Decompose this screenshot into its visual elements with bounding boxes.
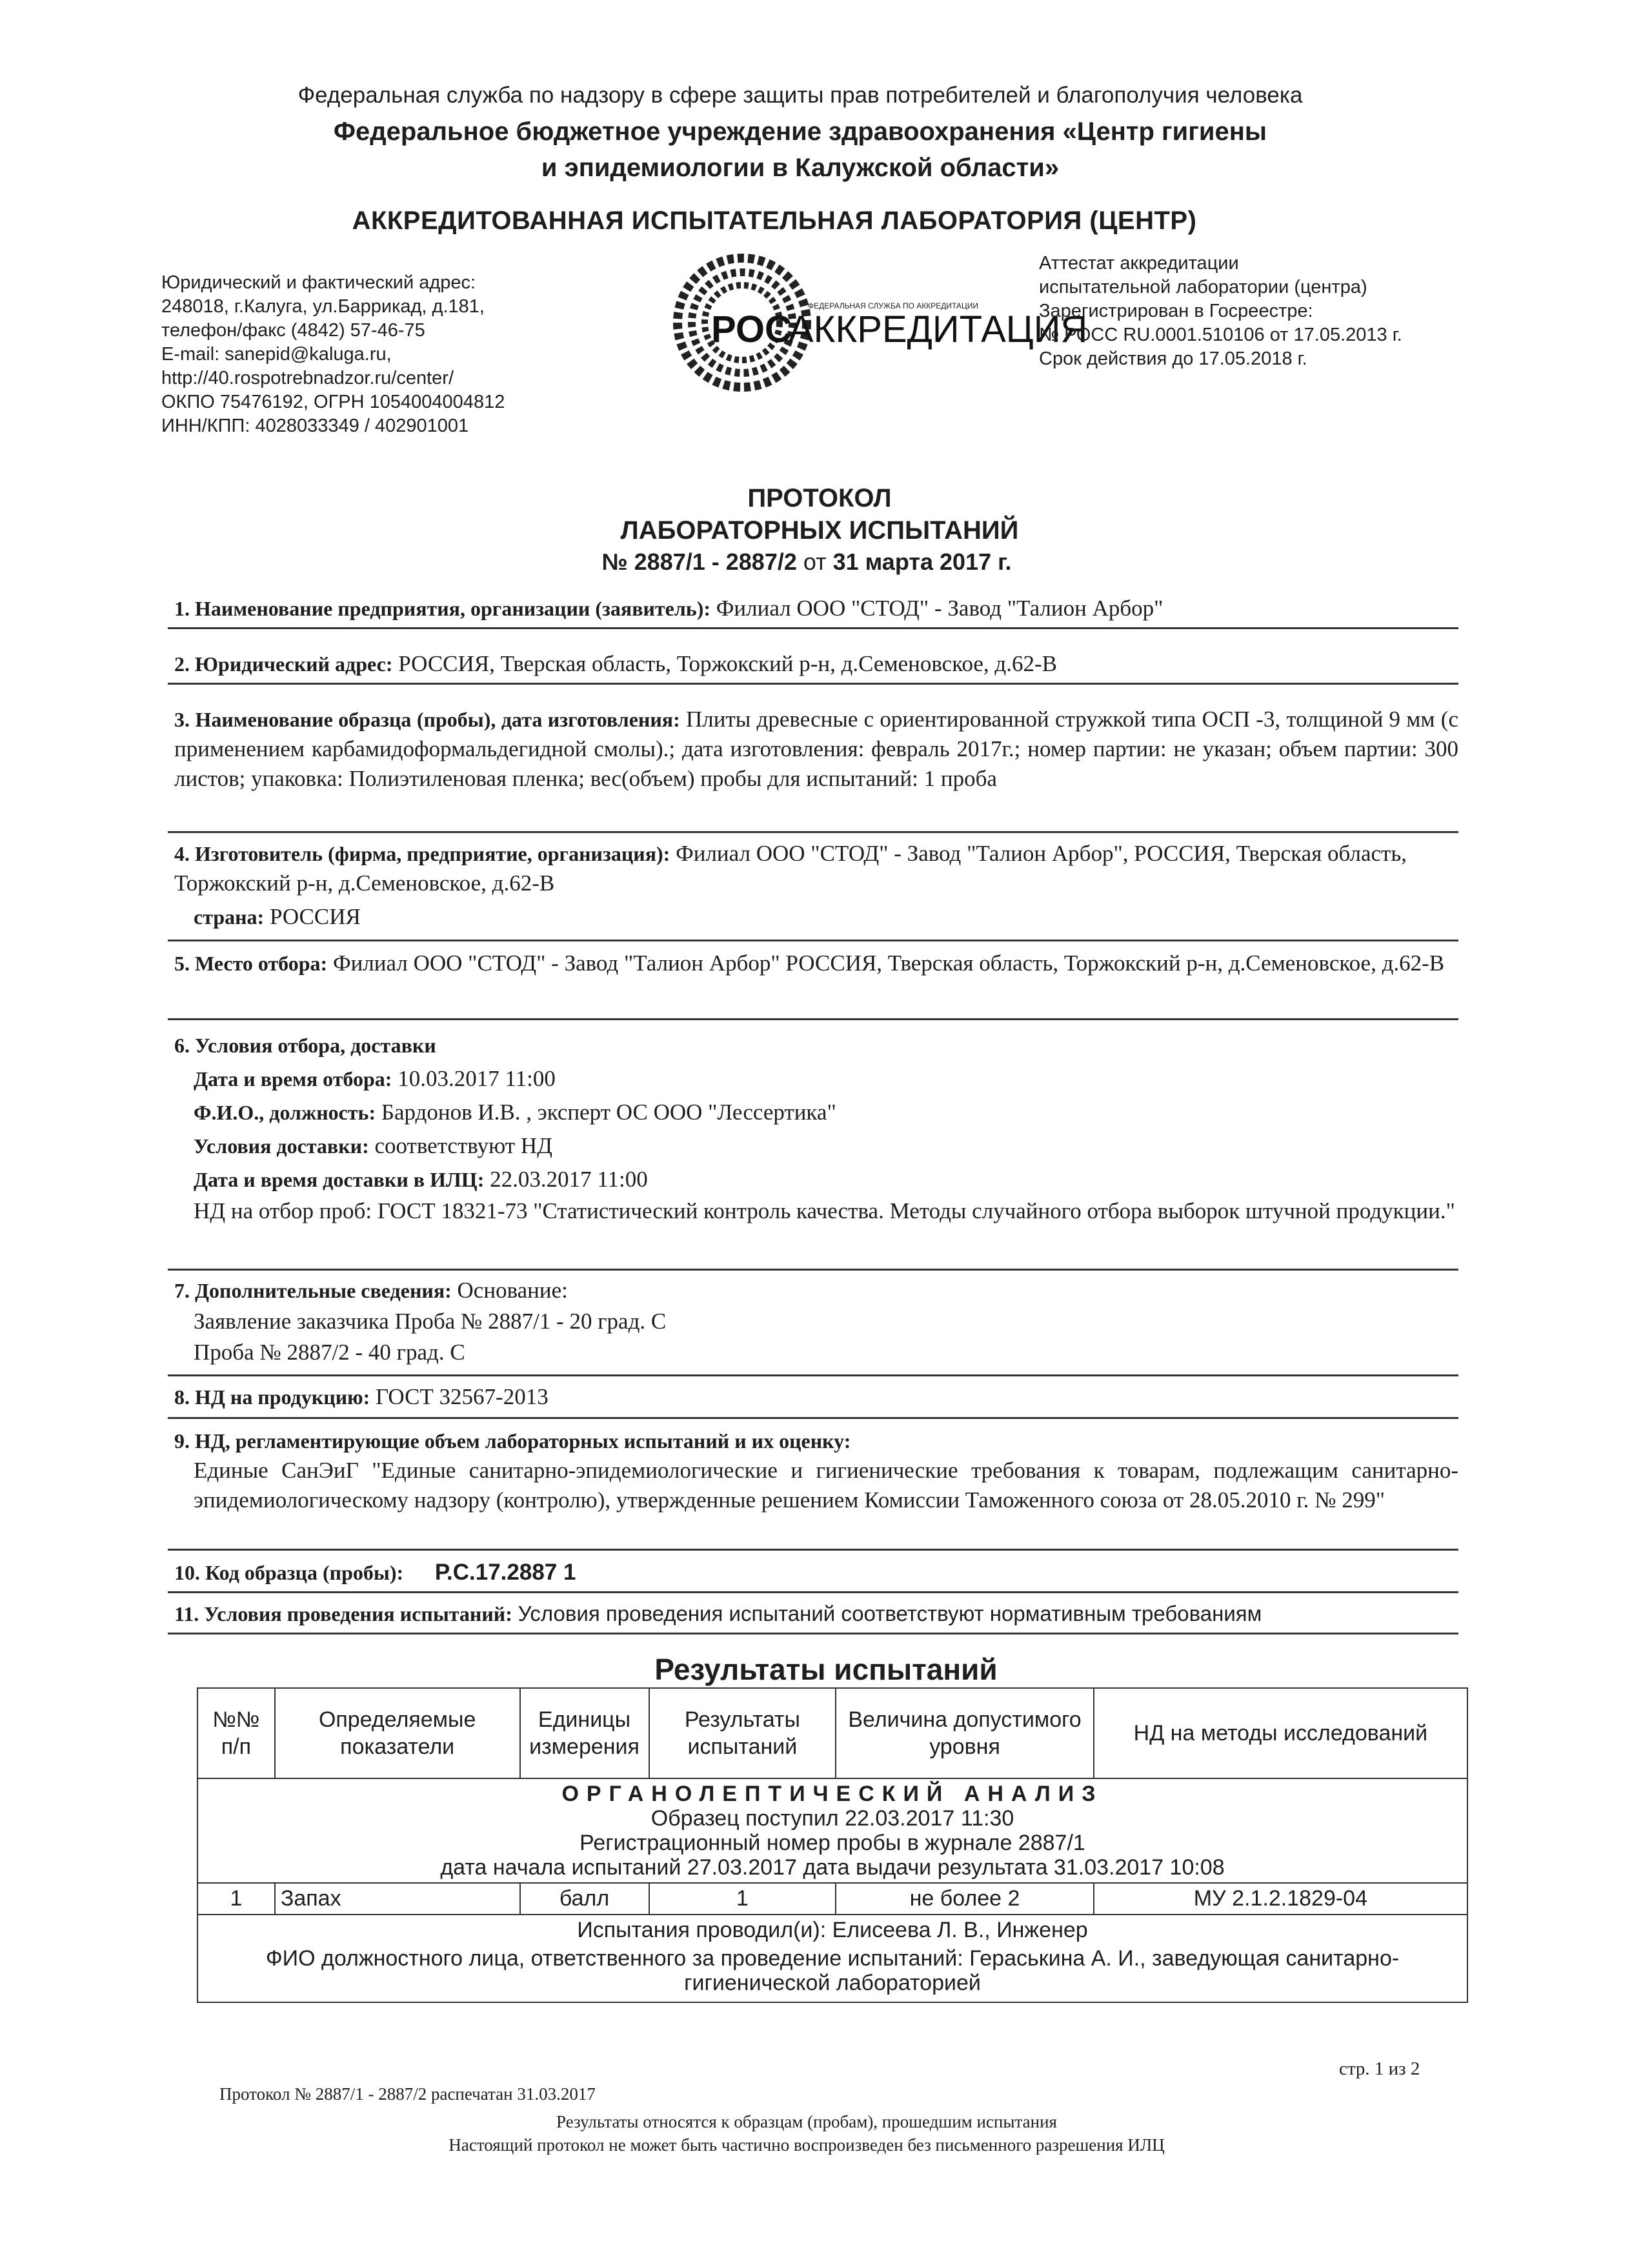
section-10 xyxy=(174,1558,1458,1587)
footer-note-2: Настоящий протокол не может быть частично воспроизведен без письменного разрешения ИЛЦ xyxy=(448,2135,1165,2155)
section-11 xyxy=(174,1599,1458,1629)
logo-brand-ros: РОС xyxy=(711,308,792,350)
sampling-date-label: Дата и время отбора: xyxy=(194,1067,392,1091)
sampler-value: Бардонов И.В. , эксперт ОС ООО "Лессертика" xyxy=(381,1100,836,1125)
results-section-info xyxy=(197,1778,1467,1883)
section-2-label: 2. Юридический адрес: xyxy=(174,652,393,676)
section-2 xyxy=(174,649,1458,679)
header-line-1: Федеральная служба по надзору в сфере защиты прав потребителей и благополучия человека xyxy=(297,83,1303,108)
info-line: Регистрационный номер пробы в журнале 2887/1 xyxy=(579,1831,1085,1855)
section-9-label: 9. НД, регламентирующие объем лабораторных испытаний и их оценку: xyxy=(174,1429,851,1453)
section-9-value: Единые СанЭиГ "Единые санитарно-эпидемиологические и гигиенические требования к товарам, подлежащим санитарно-эпидемиологическому надзору (контролю), утвержденные решением Комиссии Таможенного союза от 28.05.2010 г. № 299" xyxy=(194,1458,1458,1513)
section-7-line-2: Заявление заказчика Проба № 2887/1 - 20 град. С xyxy=(194,1309,667,1334)
section-4-country-value: РОССИЯ xyxy=(269,904,361,929)
section-11-label: 11. Условия проведения испытаний: xyxy=(174,1602,512,1625)
protocol-subtitle: ЛАБОРАТОРНЫХ ИСПЫТАНИЙ xyxy=(620,516,1019,545)
address-line: Юридический и фактический адрес: xyxy=(161,272,476,293)
section-7-line-3: Проба № 2887/2 - 40 град. С xyxy=(194,1340,465,1365)
address-line: E-mail: sanepid@kaluga.ru, xyxy=(161,344,392,365)
column-header: Определяемые показатели xyxy=(275,1688,520,1778)
section-4-country-label: страна: xyxy=(194,905,265,929)
protocol-date-prefix: от xyxy=(803,548,827,575)
section-3-value: Плиты древесные с ориентированной стружкой типа ОСП -3, толщиной 9 мм (с применением карбамидоформальдегидной смолы).; дата изготовления: февраль 2017г.; номер партии: не указан; объем партии: 300 листов; упаковка: Полиэтиленовая пленка; вес(объем) пробы для испытаний: 1 проба xyxy=(174,707,1458,791)
cell-result: 1 xyxy=(649,1883,836,1915)
divider xyxy=(168,1374,1458,1376)
column-header: №№ п/п xyxy=(197,1688,275,1778)
section-8-value: ГОСТ 32567-2013 xyxy=(376,1384,549,1409)
section-5 xyxy=(174,949,1458,978)
divider xyxy=(168,627,1458,629)
section-5-label: 5. Место отбора: xyxy=(174,952,328,975)
results-header-row xyxy=(197,1688,1467,1778)
section-6-label: 6. Условия отбора, доставки xyxy=(174,1034,436,1057)
section-4-label: 4. Изготовитель (фирма, предприятие, организация): xyxy=(174,842,670,865)
address-line: 248018, г.Калуга, ул.Баррикад, д.181, xyxy=(161,296,485,317)
accreditation-line: Аттестат аккредитации xyxy=(1039,253,1239,274)
results-signatures xyxy=(197,1915,1467,2002)
section-4 xyxy=(174,839,1458,932)
divider xyxy=(168,831,1458,833)
cell-method: МУ 2.1.2.1829-04 xyxy=(1094,1883,1467,1915)
section-5-value: Филиал ООО "СТОД" - Завод "Талион Арбор" РОССИЯ, Тверская область, Торжокский р-н, д.Семеновское, д.62-В xyxy=(332,950,1445,976)
section-6 xyxy=(174,1029,1458,1226)
header-line-3: и эпидемиологии в Калужской области» xyxy=(541,154,1060,182)
sampling-nd: НД на отбор проб: ГОСТ 18321-73 "Статистический контроль качества. Методы случайного отбора выборок штучной продукции." xyxy=(194,1198,1455,1223)
protocol-number: № 2887/1 - 2887/2 xyxy=(601,548,797,575)
divider xyxy=(168,1018,1458,1020)
delivery-conditions-label: Условия доставки: xyxy=(194,1134,369,1158)
protocol-date: 31 марта 2017 г. xyxy=(832,548,1012,575)
logo-small-text: ФЕДЕРАЛЬНАЯ СЛУЖБА ПО АККРЕДИТАЦИИ xyxy=(808,301,979,310)
section-1-label: 1. Наименование предприятия, организации (заявитель): xyxy=(174,597,711,620)
address-line: http://40.rospotrebnadzor.ru/center/ xyxy=(161,368,454,388)
info-line: дата начала испытаний 27.03.2017 дата выдачи результата 31.03.2017 10:08 xyxy=(440,1855,1225,1880)
delivery-date-value: 22.03.2017 11:00 xyxy=(490,1167,648,1192)
accreditation-line: испытательной лаборатории (центра) xyxy=(1039,277,1367,297)
analysis-section-title: ОРГАНОЛЕПТИЧЕСКИЙ АНАЛИЗ xyxy=(561,1782,1103,1806)
performed-by: Испытания проводил(и): Елисеева Л. В., Инженер xyxy=(577,1918,1088,1942)
section-4-value: Филиал ООО "СТОД" - Завод "Талион Арбор", РОССИЯ, Тверская область, Торжокский р-н, д.Семеновское, д.62-В xyxy=(174,841,1407,896)
section-2-value: РОССИЯ, Тверская область, Торжокский р-н, д.Семеновское, д.62-В xyxy=(398,651,1057,676)
responsible-person: ФИО должностного лица, ответственного за проведение испытаний: Гераськина А. И., заведующая санитарно-гигиенической лабораторией xyxy=(265,1946,1400,1995)
cell-number: 1 xyxy=(197,1883,275,1915)
divider xyxy=(168,940,1458,941)
column-header: Величина допустимого уровня xyxy=(836,1688,1094,1778)
sampling-date-value: 10.03.2017 11:00 xyxy=(398,1066,556,1091)
results-section-row xyxy=(197,1778,1467,1883)
divider xyxy=(168,1417,1458,1419)
section-7-basis: Основание: xyxy=(457,1278,568,1303)
footer-notes xyxy=(0,2110,1613,2157)
results-table xyxy=(197,1687,1468,2003)
header-organization xyxy=(0,114,1600,186)
page-number: стр. 1 из 2 xyxy=(1339,2058,1420,2079)
address-line: ОКПО 75476192, ОГРН 1054004004812 xyxy=(161,392,505,412)
lab-title: АККРЕДИТОВАННАЯ ИСПЫТАТЕЛЬНАЯ ЛАБОРАТОРИЯ (ЦЕНТР) xyxy=(352,206,1197,235)
section-1-value: Филиал ООО "СТОД" - Завод "Талион Арбор" xyxy=(716,596,1163,621)
divider xyxy=(168,1549,1458,1551)
section-7 xyxy=(174,1275,1458,1368)
cell-indicator: Запах xyxy=(275,1883,520,1915)
header-line-2: Федеральное бюджетное учреждение здравоохранения «Центр гигиены xyxy=(333,117,1267,146)
section-10-value: Р.С.17.2887 1 xyxy=(434,1560,576,1585)
divider xyxy=(168,1269,1458,1271)
divider xyxy=(168,1633,1458,1634)
divider xyxy=(168,683,1458,685)
section-8 xyxy=(174,1382,1458,1412)
cell-limit: не более 2 xyxy=(836,1883,1094,1915)
column-header: Единицы измерения xyxy=(520,1688,649,1778)
printed-note: Протокол № 2887/1 - 2887/2 распечатан 31.03.2017 xyxy=(219,2084,596,2104)
protocol-title: ПРОТОКОЛ xyxy=(747,484,892,512)
divider xyxy=(168,1591,1458,1593)
results-signature-row xyxy=(197,1915,1467,2002)
accreditation-line: Срок действия до 17.05.2018 г. xyxy=(1039,348,1307,369)
delivery-date-label: Дата и время доставки в ИЛЦ: xyxy=(194,1168,485,1191)
info-line: Образец поступил 22.03.2017 11:30 xyxy=(650,1806,1014,1831)
section-7-label: 7. Дополнительные сведения: xyxy=(174,1279,452,1302)
section-1 xyxy=(174,594,1458,623)
section-3-label: 3. Наименование образца (пробы), дата изготовления: xyxy=(174,708,680,731)
section-10-label: 10. Код образца (пробы): xyxy=(174,1561,404,1584)
table-row xyxy=(197,1883,1467,1915)
accreditation-line: № РОСС RU.0001.510106 от 17.05.2013 г. xyxy=(1039,325,1402,345)
column-header: НД на методы исследований xyxy=(1094,1688,1467,1778)
delivery-conditions-value: соответствуют НД xyxy=(374,1133,552,1158)
sampler-label: Ф.И.О., должность: xyxy=(194,1101,376,1124)
cell-unit: балл xyxy=(520,1883,649,1915)
address-line: ИНН/КПП: 4028033349 / 402901001 xyxy=(161,416,469,436)
accreditation-block xyxy=(1039,252,1491,371)
section-3 xyxy=(174,705,1458,794)
accreditation-line: Зарегистрирован в Госреестре: xyxy=(1039,301,1313,321)
address-line: телефон/факс (4842) 57-46-75 xyxy=(161,320,425,341)
logo-brand-rest: АККРЕДИТАЦИЯ xyxy=(789,308,1088,350)
footer-note-1: Результаты относятся к образцам (пробам), прошедшим испытания xyxy=(556,2112,1057,2131)
address-block xyxy=(161,271,613,438)
column-header: Результаты испытаний xyxy=(649,1688,836,1778)
results-title: Результаты испытаний xyxy=(654,1653,998,1686)
protocol-number-line xyxy=(0,548,1613,576)
section-9 xyxy=(174,1426,1458,1515)
section-11-value: Условия проведения испытаний соответствуют нормативным требованиям xyxy=(518,1602,1262,1625)
rosaccreditation-logo xyxy=(665,245,1088,400)
section-8-label: 8. НД на продукцию: xyxy=(174,1385,370,1409)
